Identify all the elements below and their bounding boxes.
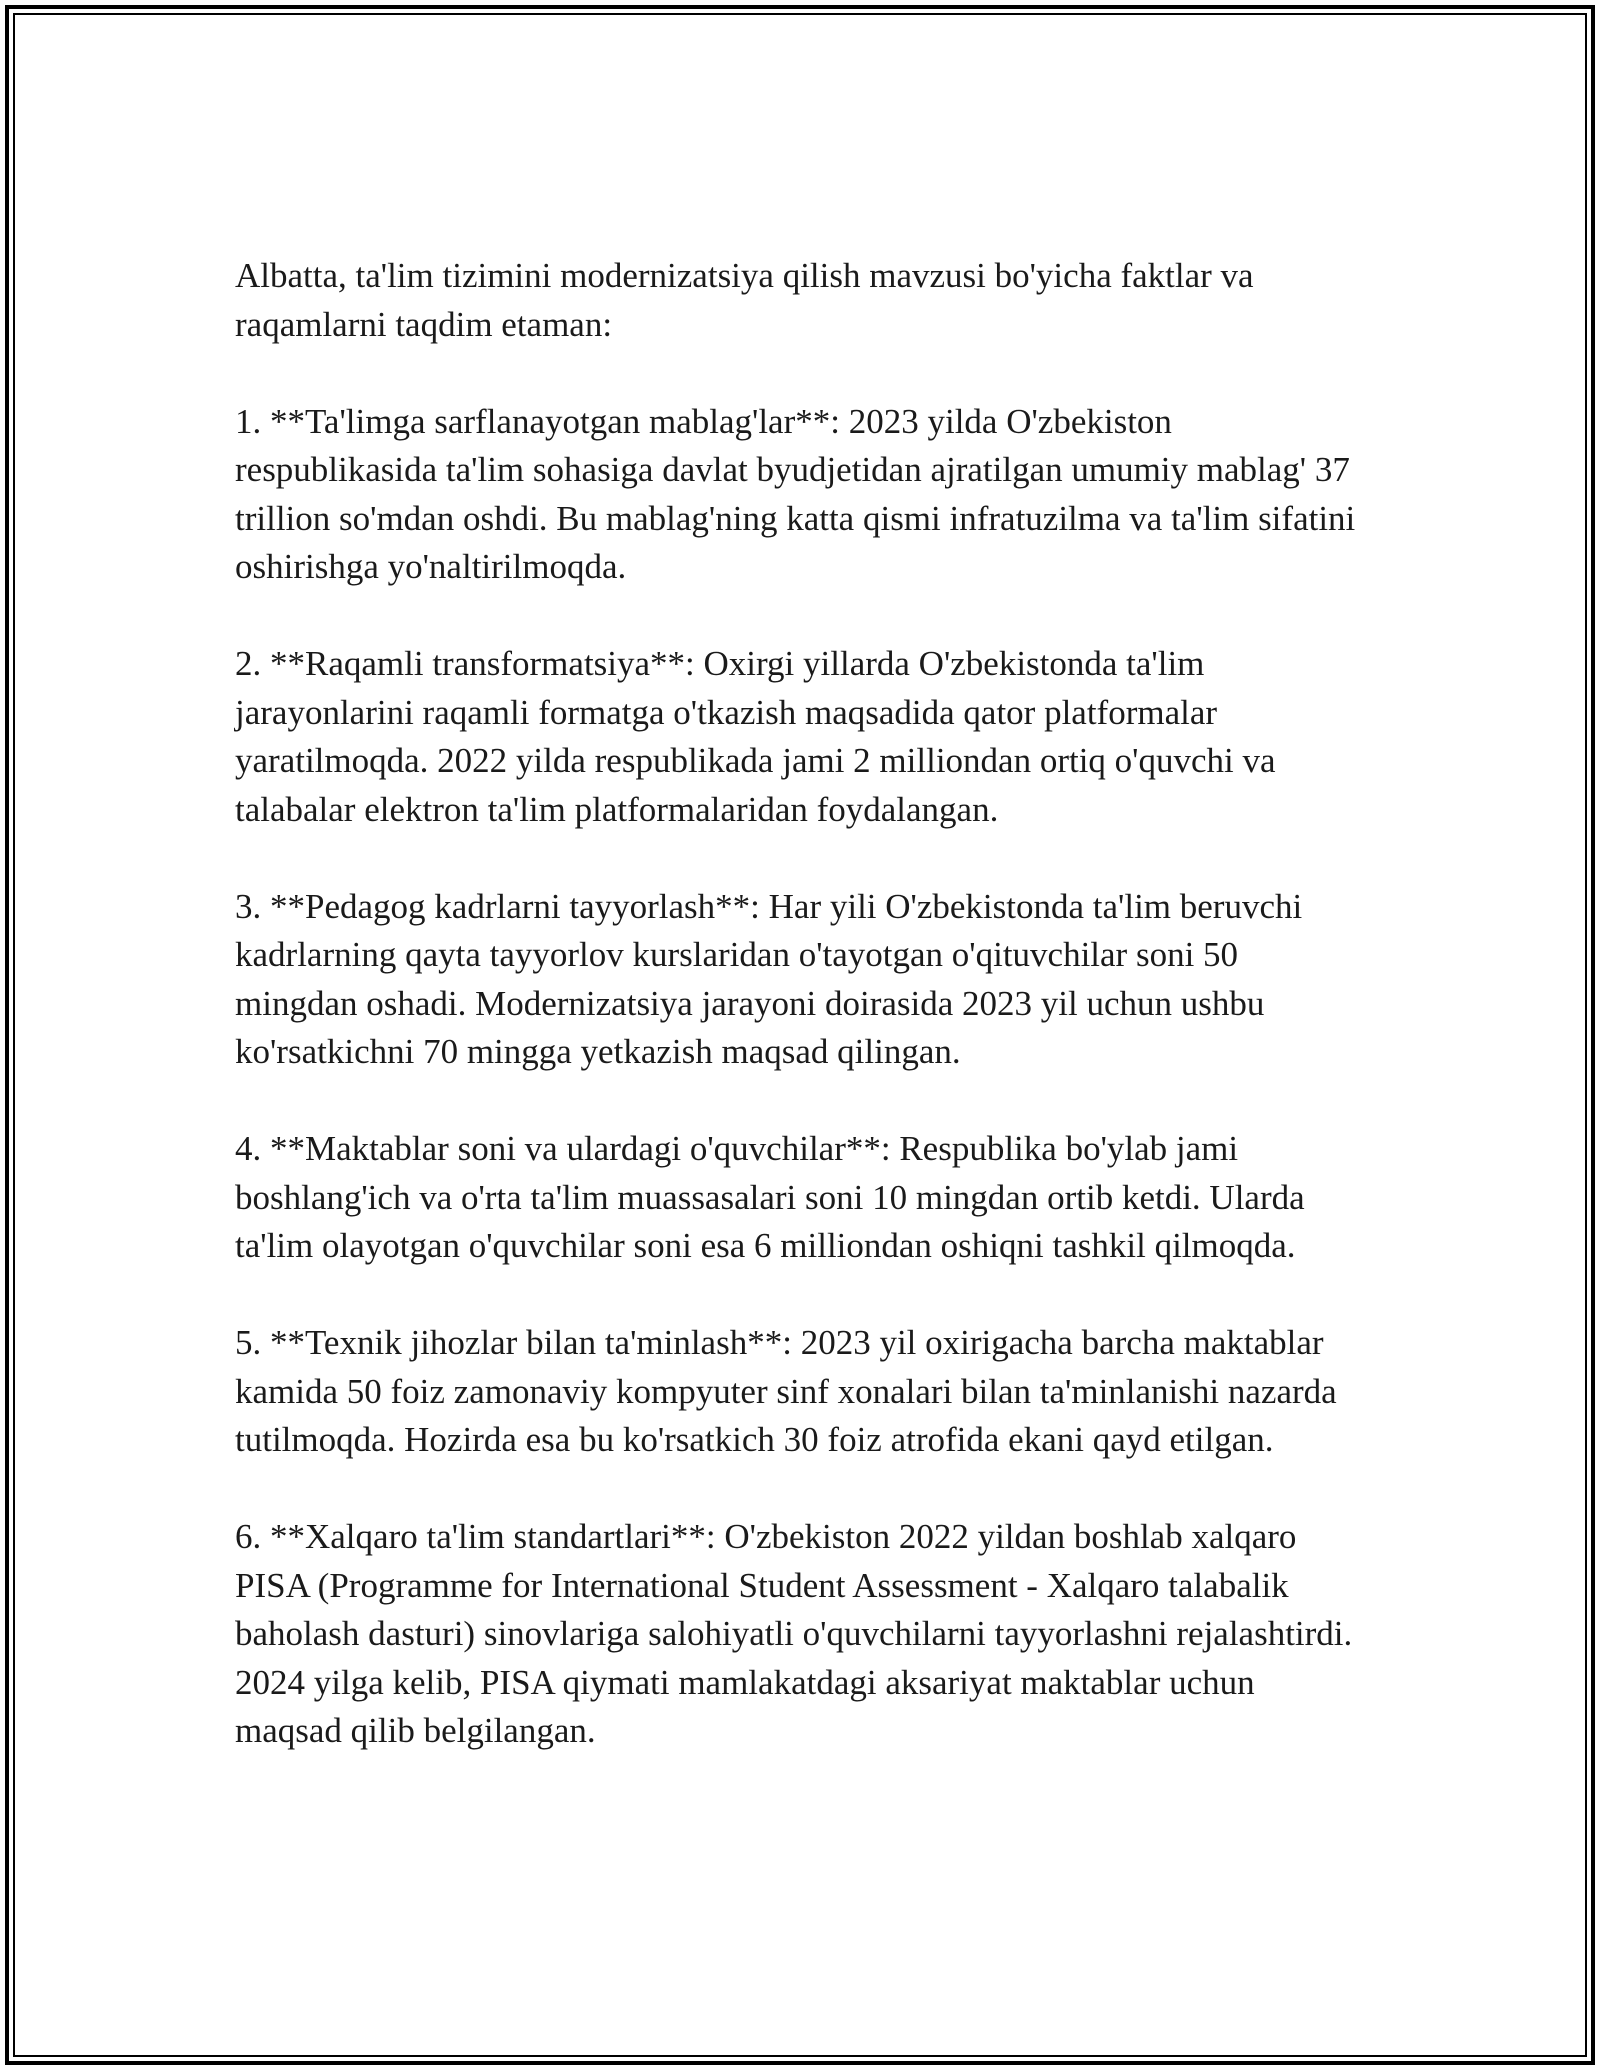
list-item: 3. **Pedagog kadrlarni tayyorlash**: Har yili O'zbekistonda ta'lim beruvchi kadrlarning qayta tayyorlov kurslaridan o'tayotgan o'qituvchilar soni 50 mingdan oshadi. Modernizatsiya jarayoni doirasida 2023 yil uchun ushbu ko'rsatkichni 70 mingga yetkazish maqsad qilingan. [235,886,1303,1071]
list-item: 2. **Raqamli transformatsiya**: Oxirgi yillarda O'zbekistonda ta'lim jarayonlarini raqamli formatga o'tkazish maqsadida qator platformalar yaratilmoqda. 2022 yilda respublikada jami 2 milliondan ortiq o'quvchi va talabalar elektron ta'lim platformalaridan foydalangan. [235,644,1276,829]
intro-paragraph: Albatta, ta'lim tizimini modernizatsiya qilish mavzusi bo'yicha faktlar va raqamlarni taqdim etaman: [235,256,1254,344]
document-body [235,252,1365,1756]
list-item: 6. **Xalqaro ta'lim standartlari**: O'zbekiston 2022 yildan boshlab xalqaro PISA (Programme for International Student Assessment - Xalqaro talabalik baholash dasturi) sinovlariga salohiyatli o'quvchilarni tayyorlashni rejalashtirdi. 2024 yilga kelib, PISA qiymati mamlakatdagi aksariyat maktablar uchun maqsad qilib belgilangan. [235,1517,1353,1750]
list-item: 1. **Ta'limga sarflanayotgan mablag'lar**: 2023 yilda O'zbekiston respublikasida ta'lim sohasiga davlat byudjetidan ajratilgan umumiy mablag' 37 trillion so'mdan oshdi. Bu mablag'ning katta qismi infratuzilma va ta'lim sifatini oshirishga yo'naltirilmoqda. [235,401,1356,586]
list-item: 5. **Texnik jihozlar bilan ta'minlash**: 2023 yil oxirigacha barcha maktablar kamida 50 foiz zamonaviy kompyuter sinf xonalari bilan ta'minlanishi nazarda tutilmoqda. Hozirda esa bu ko'rsatkich 30 foiz atrofida ekani qayd etilgan. [235,1323,1337,1459]
list-item: 4. **Maktablar soni va ulardagi o'quvchilar**: Respublika bo'ylab jami boshlang'ich va o'rta ta'lim muassasalari soni 10 mingdan ortib ketdi. Ularda ta'lim olayotgan o'quvchilar soni esa 6 milliondan oshiqni tashkil qilmoqda. [235,1129,1305,1265]
